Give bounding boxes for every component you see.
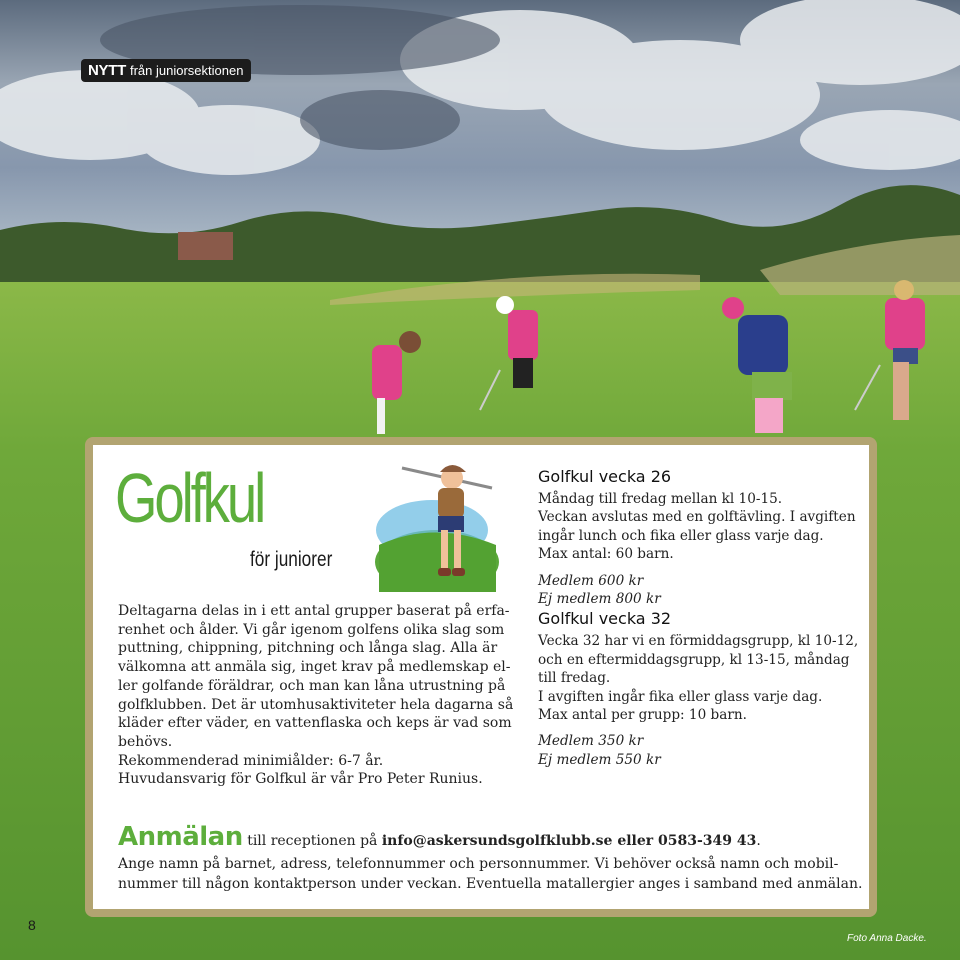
page-number: 8 — [28, 917, 36, 933]
schedule-column — [538, 466, 878, 769]
section-tag — [81, 59, 251, 82]
intro-text — [118, 602, 514, 789]
week32-price-nonmember: Ej medlem 550 kr — [538, 751, 661, 768]
week32-line: Max antal per grupp: 10 barn. — [538, 707, 747, 724]
registration-heading: Anmälan — [118, 822, 243, 852]
registration-period: . — [756, 833, 761, 849]
week26-price-member: Medlem 600 kr — [538, 572, 644, 589]
week32-line: I avgiften ingår fika eller glass varje dag. — [538, 688, 823, 705]
golfkul-title: Golfkul — [115, 459, 264, 537]
week26-line: ingår lunch och fika eller glass varje dag. — [538, 527, 824, 544]
week32-line: och en eftermiddagsgrupp, kl 13-15, måndag — [538, 651, 850, 668]
week32-heading: Golfkul vecka 32 — [538, 609, 672, 629]
week26-line: Veckan avslutas med en golftävling. I avgiften — [538, 509, 856, 526]
golfer-illustration-icon — [374, 450, 500, 592]
week32-line: Vecka 32 har vi en förmiddagsgrupp, kl 10-12, — [538, 633, 859, 650]
week32-line: till fredag. — [538, 670, 611, 687]
week26-line: Måndag till fredag mellan kl 10-15. — [538, 491, 783, 507]
intro-line: Deltagarna delas in i ett antal grupper baserat på erfa- — [118, 603, 510, 619]
section-tag-bold: NYTT — [88, 62, 126, 79]
registration-line: Ange namn på barnet, adress, telefonnummer och personnummer. Vi behöver också namn och mobil- — [118, 856, 839, 872]
intro-line: Huvudansvarig för Golfkul är vår Pro Peter Runius. — [118, 771, 483, 788]
week26-price-nonmember: Ej medlem 800 kr — [538, 591, 661, 608]
intro-line: kläder efter väder, en vattenflaska och keps är vad som — [118, 715, 512, 732]
week26-line: Max antal: 60 barn. — [538, 546, 674, 563]
photo-credit: Foto Anna Dacke. — [847, 933, 927, 944]
registration-contact: info@askersundsgolfklubb.se eller 0583-349 43 — [381, 833, 757, 849]
registration-text: till receptionen på — [242, 833, 382, 849]
week26-heading: Golfkul vecka 26 — [538, 467, 672, 486]
intro-line: behövs. — [118, 733, 173, 750]
registration-details — [118, 854, 868, 894]
intro-line: renhet och ålder. Vi går igenom golfens olika slag som — [118, 621, 505, 638]
week32-price-member: Medlem 350 kr — [538, 733, 644, 750]
intro-line: Rekommenderad minimiålder: 6-7 år. — [118, 752, 384, 769]
registration-first-line — [118, 824, 868, 854]
intro-line: golfklubben. Det är utomhusaktiviteter hela dagarna så — [118, 696, 514, 713]
intro-line: ler golfande föräldrar, och man kan låna utrustning på — [118, 677, 506, 694]
golfkul-subtitle: för juniorer — [250, 548, 333, 571]
registration-line: nummer till någon kontaktperson under veckan. Eventuella matallergier anges i samband med anmälan. — [118, 876, 863, 892]
registration-block — [118, 824, 868, 894]
intro-line: välkomna att anmäla sig, inget krav på medlemskap el- — [118, 659, 511, 676]
intro-line: puttning, chippning, pitchning och långa slag. Alla är — [118, 640, 498, 657]
section-tag-text: från juniorsektionen — [129, 63, 244, 78]
